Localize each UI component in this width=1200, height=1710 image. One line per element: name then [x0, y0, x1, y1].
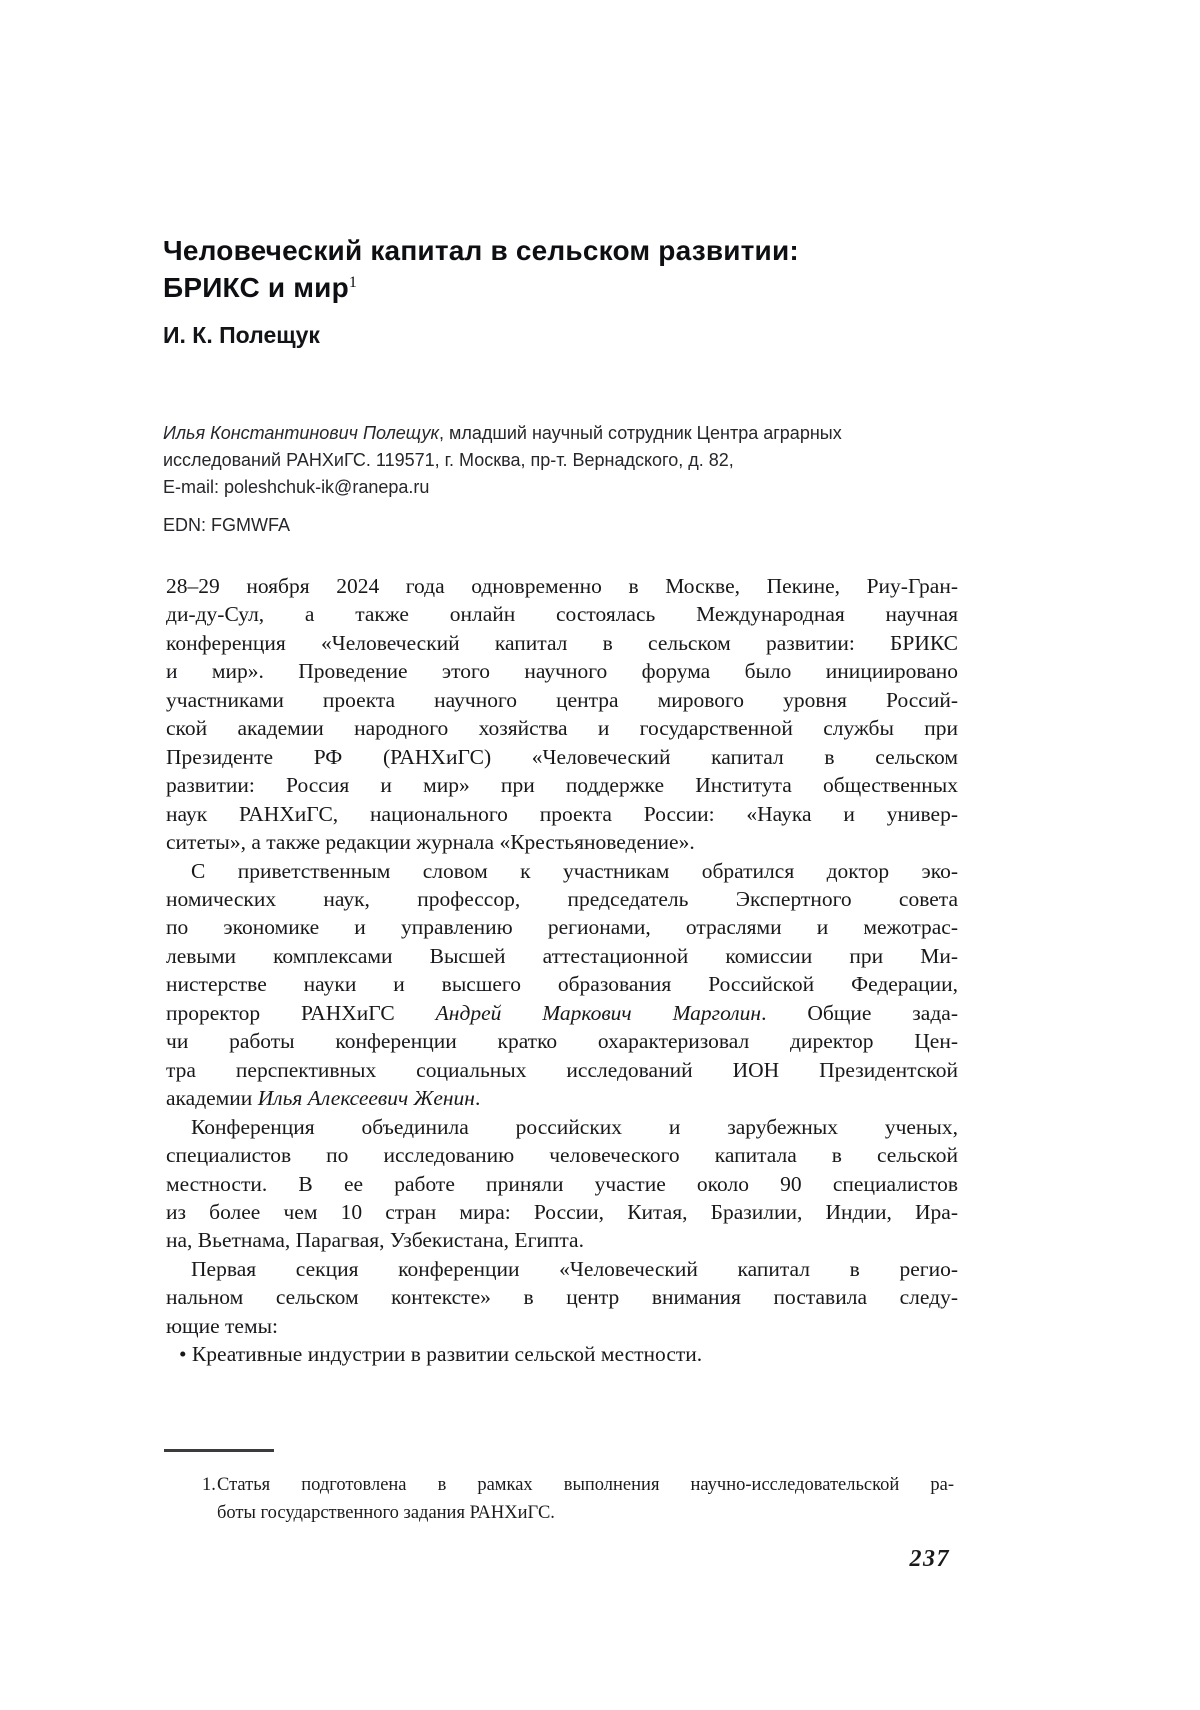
body-line: С приветственным словом к участникам обратился доктор эко-: [191, 858, 958, 883]
body-line: нистерстве науки и высшего образования Российской Федерации,: [166, 972, 958, 997]
body-line: конференция «Человеческий капитал в сельском развитии: БРИКС: [166, 630, 958, 655]
body-line: участниками проекта научного центра мирового уровня Россий-: [166, 687, 958, 712]
body-line: тра перспективных социальных исследований ИОН Президентской: [166, 1057, 958, 1082]
body-line: по экономике и управлению регионами, отраслями и межотрас-: [166, 915, 958, 940]
footnote: [166, 1472, 954, 1527]
body-line: номических наук, профессор, председатель Экспертного совета: [166, 886, 958, 911]
body-line: ской академии народного хозяйства и государственной службы при: [166, 716, 958, 741]
body-line: ситеты», а также редакции журнала «Крестьяноведение».: [166, 830, 695, 855]
edn-code: EDN: FGMWFA: [163, 515, 290, 535]
article-body: [166, 572, 958, 1369]
body-line: Первая секция конференции «Человеческий капитал в регио-: [191, 1256, 958, 1281]
affiliation-line: Илья Константинович Полещук, младший научный сотрудник Центра аграрных: [163, 423, 842, 443]
footnote-line: Статья подготовлена в рамках выполнения научно-исследовательской ра-: [217, 1475, 954, 1495]
body-line: из более чем 10 стран мира: России, Китая, Бразилии, Индии, Ира-: [166, 1199, 958, 1224]
affiliation-line: исследований РАНХиГС. 119571, г. Москва, пр-т. Вернадского, д. 82,: [163, 450, 734, 470]
article-title-line-2: БРИКС и мир: [163, 272, 349, 303]
affiliation: [163, 420, 963, 501]
body-line: и мир». Проведение этого научного форума было инициировано: [166, 659, 958, 684]
body-line: специалистов по исследованию человеческого капитала в сельской: [166, 1143, 958, 1168]
body-line: левыми комплексами Высшей аттестационной комиссии при Ми-: [166, 943, 958, 968]
body-line: ди-ду-Сул, а также онлайн состоялась Международная научная: [166, 602, 958, 627]
body-line: нальном сельском контексте» в центр внимания поставила следу-: [166, 1285, 958, 1310]
body-line: чи работы конференции кратко охарактеризовал директор Цен-: [166, 1029, 958, 1054]
body-line: проректор РАНХиГС Андрей Маркович Марголин. Общие зада-: [166, 1000, 958, 1025]
footnote-text: [166, 1472, 954, 1527]
article-title: [163, 232, 799, 306]
title-footnote-marker: 1: [348, 274, 358, 291]
page-number: 237: [909, 1546, 950, 1572]
body-line: местности. В ее работе приняли участие около 90 специалистов: [166, 1171, 958, 1196]
body-line: Президенте РФ (РАНХиГС) «Человеческий капитал в сельском: [166, 744, 958, 769]
body-line: наук РАНХиГС, национального проекта России: «Наука и универ-: [166, 801, 958, 826]
body-line: 28–29 ноября 2024 года одновременно в Москве, Пекине, Риу-Гран-: [166, 574, 958, 598]
body-line: ющие темы:: [166, 1313, 279, 1338]
footnote-line: боты государственного задания РАНХиГС.: [217, 1502, 555, 1523]
affiliation-line: E-mail: poleshchuk-ik@ranepa.ru: [163, 477, 430, 497]
body-line: на, Вьетнама, Парагвая, Узбекистана, Египта.: [166, 1228, 584, 1253]
footnote-number: 1.: [202, 1475, 216, 1495]
article-title-line-1: Человеческий капитал в сельском развитии:: [163, 235, 799, 266]
body-line: развитии: Россия и мир» при поддержке Института общественных: [166, 773, 958, 798]
author-name: И. К. Полещук: [163, 322, 320, 348]
body-line: академии Илья Алексеевич Женин.: [166, 1086, 481, 1111]
body-line: • Креативные индустрии в развитии сельской местности.: [179, 1342, 703, 1367]
body-line: Конференция объединила российских и зарубежных ученых,: [191, 1114, 958, 1139]
footnote-rule: [164, 1449, 274, 1452]
